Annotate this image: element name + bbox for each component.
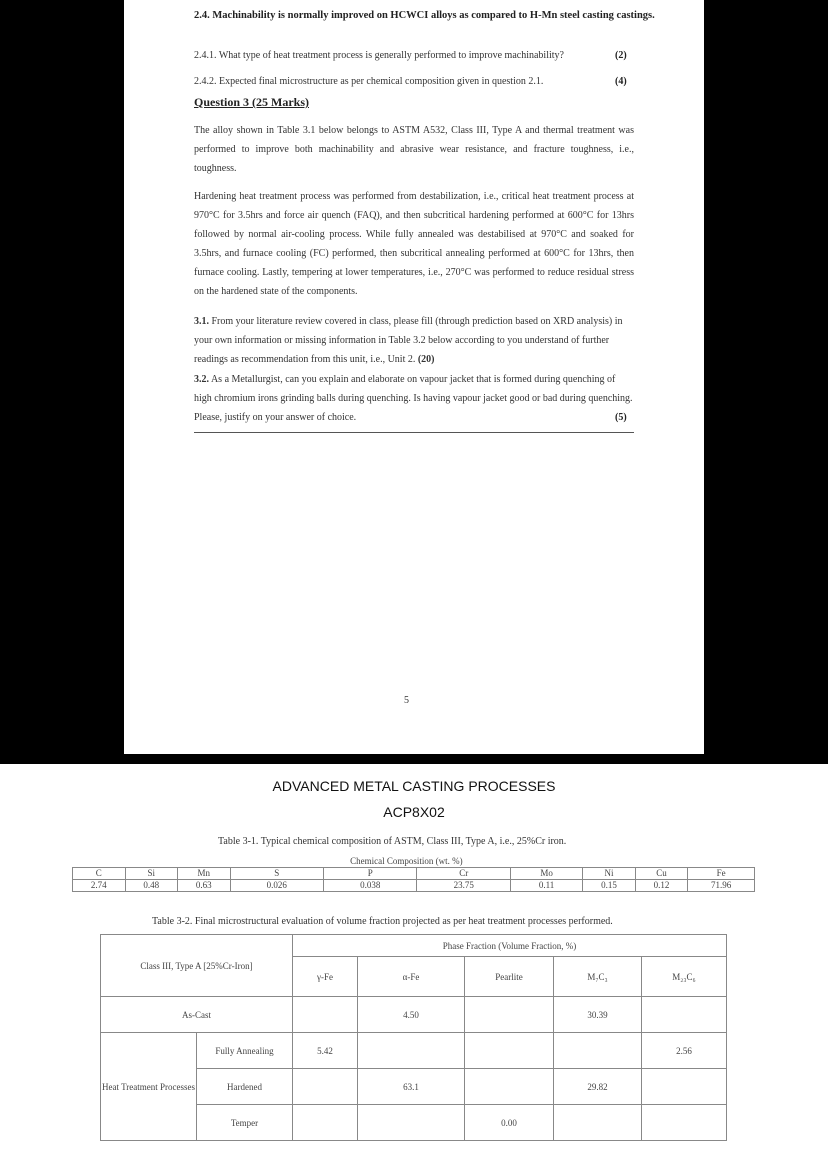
table-cell [465,1069,554,1105]
as-cast-row [101,997,727,1033]
paragraph-heat-treatment: Hardening heat treatment process was performed from destabilization, i.e., critical heat treatment process at 970°C for 3.5hrs and force air quench (FAQ), and then subcritical hardening performed at 600°C for 13hrs followed by normal air-cooling process. While fully annealed was destabilised at 970°C and soaked for 3.5hrs, and furnace cooling (FC) performed, then subcritical annealing performed at 600°C for 13hrs, then furnace cooling. Lastly, tempering at lower temperatures, i.e., 270°C was performed to reduce residual stress on the hardened state of the components. [194,191,634,297]
table-cell [465,997,554,1033]
table-cell [293,997,358,1033]
course-code: ACP8X02 [383,804,445,820]
section-divider [194,432,634,433]
table-cell: 2.56 [642,1033,727,1069]
composition-value: 23.75 [417,880,510,892]
question-3-1-marks: (20) [417,354,435,365]
element-header-row [73,868,755,880]
composition-value: 0.026 [230,880,323,892]
element-header: Cr [417,868,510,880]
question-2-4-1 [194,50,644,61]
course-title: ADVANCED METAL CASTING PROCESSES [272,778,556,794]
phase-header: γ-Fe [293,957,358,997]
question-2-4-1-text: 2.4.1. What type of heat treatment process is generally performed to improve machinability? [194,50,564,61]
question-2-4-2 [194,76,634,87]
element-header: Ni [583,868,636,880]
question-3-2-marks: (5) [615,412,627,423]
element-header: Cu [635,868,688,880]
composition-value: 0.11 [510,880,582,892]
composition-value: 71.96 [688,880,755,892]
process-label: Fully Annealing [197,1033,293,1069]
question-3-1-number: 3.1. [194,316,209,327]
table-cell [465,1033,554,1069]
table-cell [358,1033,465,1069]
question-2-4-2-marks: (4) [615,76,627,87]
paragraph-alloy-description: The alloy shown in Table 3.1 below belongs to ASTM A532, Class III, Type A and thermal treatment was performed to improve both machinability and abrasive wear resistance, and fracture toughness, i.e., toughness. [194,125,634,174]
table-corner-label: Class III, Type A [25%Cr-Iron] [101,935,293,997]
table-cell [642,1069,727,1105]
table-3-2-caption: Table 3-2. Final microstructural evaluation of volume fraction projected as per heat treatment processes performed. [152,916,613,927]
table-cell: 63.1 [358,1069,465,1105]
composition-value: 0.038 [324,880,417,892]
question-3-2-number: 3.2. [194,374,209,385]
question-3-2-text: As a Metallurgist, can you explain and elaborate on vapour jacket that is formed during quenching of high chromium irons grinding balls during quenching. Is having vapour jacket good or bad during quenching. Please, justify on your answer of choice. [194,374,633,423]
element-header: S [230,868,323,880]
table-cell [358,1105,465,1141]
heat-treatment-processes-label: Heat Treatment Processes [101,1033,197,1141]
document-page-6 [0,764,828,1152]
composition-value: 0.12 [635,880,688,892]
composition-value: 0.63 [178,880,231,892]
question-3-2 [194,370,634,427]
table-cell [293,1069,358,1105]
phase-header: M₇C₃ [554,957,642,997]
fully-annealing-row [101,1033,727,1069]
table-cell [293,1105,358,1141]
question-3-1 [194,312,634,369]
table-cell: 4.50 [358,997,465,1033]
process-label: Hardened [197,1069,293,1105]
question-2-4-1-marks: (2) [615,50,627,61]
table-cell [554,1105,642,1141]
table-3-2-phase-fraction [100,934,727,1141]
table-3-1-caption: Table 3-1. Typical chemical composition of ASTM, Class III, Type A, i.e., 25%Cr iron. [218,836,567,847]
phase-header: α-Fe [358,957,465,997]
composition-group-header: Chemical Composition (wt. %) [230,856,583,868]
process-label: Temper [197,1105,293,1141]
table-cell: 5.42 [293,1033,358,1069]
table-cell: 0.00 [465,1105,554,1141]
question-2-4-2-text: 2.4.2. Expected final microstructure as per chemical composition given in question 2.1. [194,76,544,87]
question-2-4: 2.4. Machinability is normally improved on HCWCI alloys as compared to H-Mn steel casting castings. [194,10,655,21]
composition-value: 2.74 [73,880,126,892]
phase-header: Pearlite [465,957,554,997]
page-number: 5 [404,695,409,706]
question-3-1-text: From your literature review covered in class, please fill (through prediction based on XRD analysis) in your own information or missing information in Table 3.2 below according to you understand of further readings as recommendation from this unit, i.e., Unit 2. [194,316,623,365]
table-cell [642,1105,727,1141]
table-cell [554,1033,642,1069]
element-header: P [324,868,417,880]
composition-value: 0.48 [125,880,178,892]
element-header: Fe [688,868,755,880]
table-cell [642,997,727,1033]
element-header: Si [125,868,178,880]
table-3-1-composition [72,856,755,892]
phase-fraction-header: Phase Fraction (Volume Fraction, %) [293,935,727,957]
phase-header: M₂₃C₆ [642,957,727,997]
table-cell: 29.82 [554,1069,642,1105]
element-header: Mn [178,868,231,880]
composition-values-row [73,880,755,892]
element-header: C [73,868,126,880]
composition-value: 0.15 [583,880,636,892]
document-page-5 [124,0,704,754]
question-3-heading: Question 3 (25 Marks) [194,95,309,109]
as-cast-label: As-Cast [101,997,293,1033]
element-header: Mo [510,868,582,880]
table-cell: 30.39 [554,997,642,1033]
